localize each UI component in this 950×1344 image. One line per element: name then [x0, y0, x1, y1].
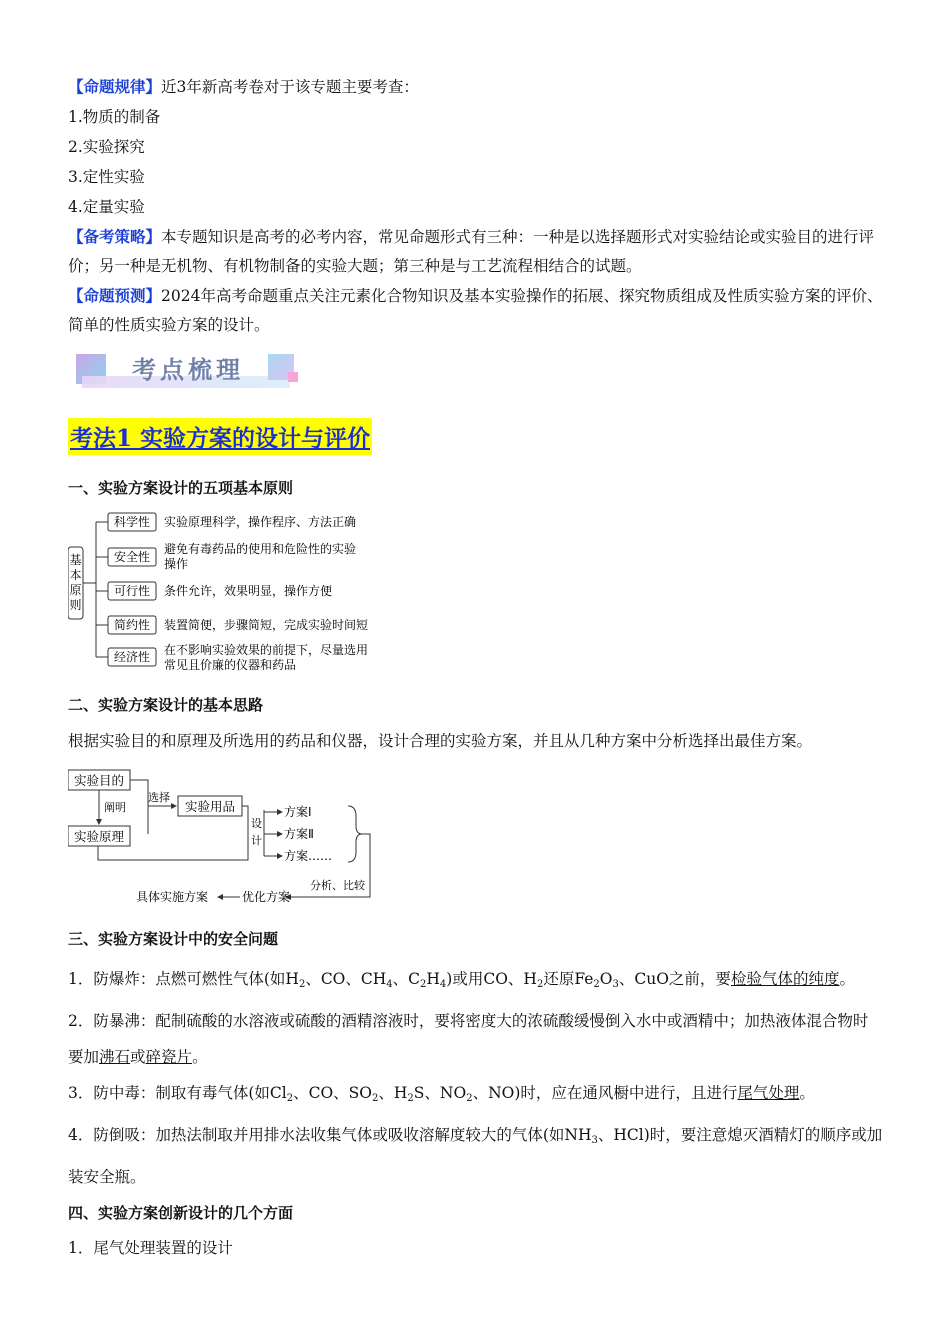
principle-name: 简约性: [113, 618, 151, 632]
subscript: 4: [439, 979, 447, 990]
strategy-tag: 【备考策略】: [68, 227, 162, 246]
subscript: 2: [466, 1093, 473, 1104]
text-fragment: 、CuO之前，要: [618, 970, 731, 988]
safety-item-2: [68, 1003, 883, 1075]
text-fragment: 。: [839, 970, 855, 988]
principle-name: 可行性: [113, 584, 151, 598]
flow-clarify: 阐明: [104, 801, 126, 814]
text-fragment: S、NO: [413, 1084, 467, 1102]
rule-item-3: 3.定性实验: [68, 168, 145, 186]
text-fragment: 、H: [378, 1084, 408, 1102]
principle-5: [96, 642, 368, 672]
subscript: 2: [286, 1093, 294, 1104]
text-fragment: 、CO、SO: [293, 1084, 373, 1102]
text-fragment: 。: [799, 1084, 815, 1102]
principle-name: 经济性: [113, 650, 151, 664]
flow-principle: 实验原理: [73, 829, 125, 844]
principle-desc: 实验原理科学，操作程序、方法正确: [164, 515, 357, 529]
flow-plan-2: 方案Ⅱ: [284, 827, 314, 841]
text-fragment: H: [426, 970, 440, 988]
flow-supplies: 实验用品: [184, 799, 236, 814]
text-fragment: 或: [130, 1048, 146, 1066]
root-char-1: 基: [69, 553, 82, 567]
rule-item-4: 4.定量实验: [68, 198, 145, 216]
flow-goal: 实验目的: [73, 773, 125, 788]
principle-1: [96, 513, 356, 531]
section3-heading: 三、实验方案设计中的安全问题: [68, 930, 279, 948]
flow-analyze: 分析、比较: [310, 879, 365, 892]
flow-select: 选择: [148, 791, 170, 804]
principle-name: 安全性: [113, 550, 151, 564]
strategy-paragraph: [68, 222, 883, 281]
rule-item-1: 1.物质的制备: [68, 108, 161, 126]
flow-optimize: 优化方案: [242, 890, 291, 904]
flow-final: 具体实施方案: [136, 890, 209, 904]
subscript: 2: [298, 979, 306, 990]
principle-desc-2: 常见且价廉的仪器和药品: [164, 658, 297, 672]
safety-item-1: [68, 961, 883, 1003]
principle-desc: 在不影响实验效果的前提下，尽量选用: [164, 643, 369, 657]
root-char-3: 原: [69, 583, 82, 597]
safety-item-3: [68, 1075, 883, 1117]
section-banner: [76, 348, 316, 402]
forecast-paragraph: [68, 281, 883, 340]
principles-diagram: [68, 510, 398, 680]
subscript: 2: [407, 1093, 414, 1104]
flow-design-1: 设: [251, 817, 262, 830]
subscript: 3: [612, 979, 619, 990]
flow-design-2: 计: [251, 834, 262, 847]
rule-text: 近3年新高考卷对于该专题主要考查：: [161, 78, 419, 96]
text-fragment: 、NO)时，应在通风橱中进行，且进行: [472, 1084, 738, 1102]
rule-item-2: 2.实验探究: [68, 138, 145, 156]
kaofa-title: 考法1 实验方案的设计与评价: [68, 418, 372, 455]
safety-item-4: [68, 1117, 883, 1195]
root-char-2: 本: [69, 568, 82, 582]
section4-heading: 四、实验方案创新设计的几个方面: [68, 1204, 294, 1222]
forecast-tag: 【命题预测】: [68, 286, 162, 305]
text-fragment: 、CO、CH: [305, 970, 387, 988]
section1-heading: 一、实验方案设计的五项基本原则: [68, 479, 294, 497]
text-fragment: 。: [192, 1048, 208, 1066]
flow-plan-3: 方案……: [284, 849, 333, 863]
principle-4: [96, 616, 368, 634]
principle-2: [96, 541, 356, 571]
section2-heading: 二、实验方案设计的基本思路: [68, 696, 264, 714]
text-fragment: 、C: [392, 970, 421, 988]
principle-desc-2: 操作: [164, 557, 189, 571]
text-fragment: 2．防暴沸：配制硫酸的水溶液或硫酸的酒精溶液时，要将密度大的浓硫酸缓慢倒入水中或酒精中；加热液体混合物时要加: [68, 1012, 869, 1066]
strategy-text: 本专题知识是高考的必考内容，常见命题形式有三种：一种是以选择题形式对实验结论或实验目的进行评价；另一种是无机物、有机物制备的实验大题；第三种是与工艺流程相结合的试题。: [68, 228, 875, 275]
subscript: 2: [372, 1093, 379, 1104]
forecast-text: 2024年高考命题重点关注元素化合物知识及基本实验操作的拓展、探究物质组成及性质实验方案的评价、简单的性质实验方案的设计。: [68, 287, 883, 334]
principle-desc: 装置简便，步骤简短，完成实验时间短: [164, 618, 369, 632]
text-fragment: 、HCl)时，要注意熄灭酒精灯的顺序或加装安全瓶。: [68, 1126, 883, 1186]
principle-name: 科学性: [113, 515, 151, 529]
flow-plan-1: 方案Ⅰ: [284, 805, 312, 819]
subscript: 2: [593, 979, 600, 990]
underlined-answer: 沸石: [99, 1048, 131, 1066]
design-flow-diagram: [68, 766, 388, 908]
banner-title: 考点梳理: [132, 356, 244, 384]
subscript: 3: [591, 1135, 598, 1146]
text-fragment: 1．防爆炸：点燃可燃性气体(如H: [68, 970, 299, 988]
underlined-answer: 检验气体的纯度: [730, 970, 840, 988]
subscript: 4: [386, 979, 393, 990]
rule-line: [68, 72, 883, 102]
underlined-answer: 碎瓷片: [145, 1048, 193, 1066]
text-fragment: )或用CO、H: [446, 970, 537, 988]
text-fragment: 4．防倒吸：加热法制取并用排水法收集气体或吸收溶解度较大的气体(如NH: [68, 1126, 592, 1144]
banner-decoration-dot: [288, 372, 298, 382]
text-fragment: 还原Fe: [543, 970, 594, 988]
document-page: [68, 72, 883, 1263]
section2-text: 根据实验目的和原理及所选用的药品和仪器，设计合理的实验方案，并且从几种方案中分析选择出最佳方案。: [68, 732, 813, 750]
underlined-answer: 尾气处理: [737, 1084, 800, 1102]
principle-3: [96, 582, 332, 600]
innovation-item-1: 1．尾气处理装置的设计: [68, 1239, 233, 1257]
rule-tag: 【命题规律】: [68, 77, 162, 96]
root-char-4: 则: [69, 598, 82, 612]
text-fragment: 3．防中毒：制取有毒气体(如Cl: [68, 1084, 287, 1102]
text-fragment: O: [599, 970, 613, 988]
subscript: 2: [536, 979, 544, 990]
principle-desc: 条件允许，效果明显，操作方便: [164, 584, 333, 598]
principle-desc: 避免有毒药品的使用和危险性的实验: [164, 542, 357, 556]
subscript: 2: [420, 979, 427, 990]
